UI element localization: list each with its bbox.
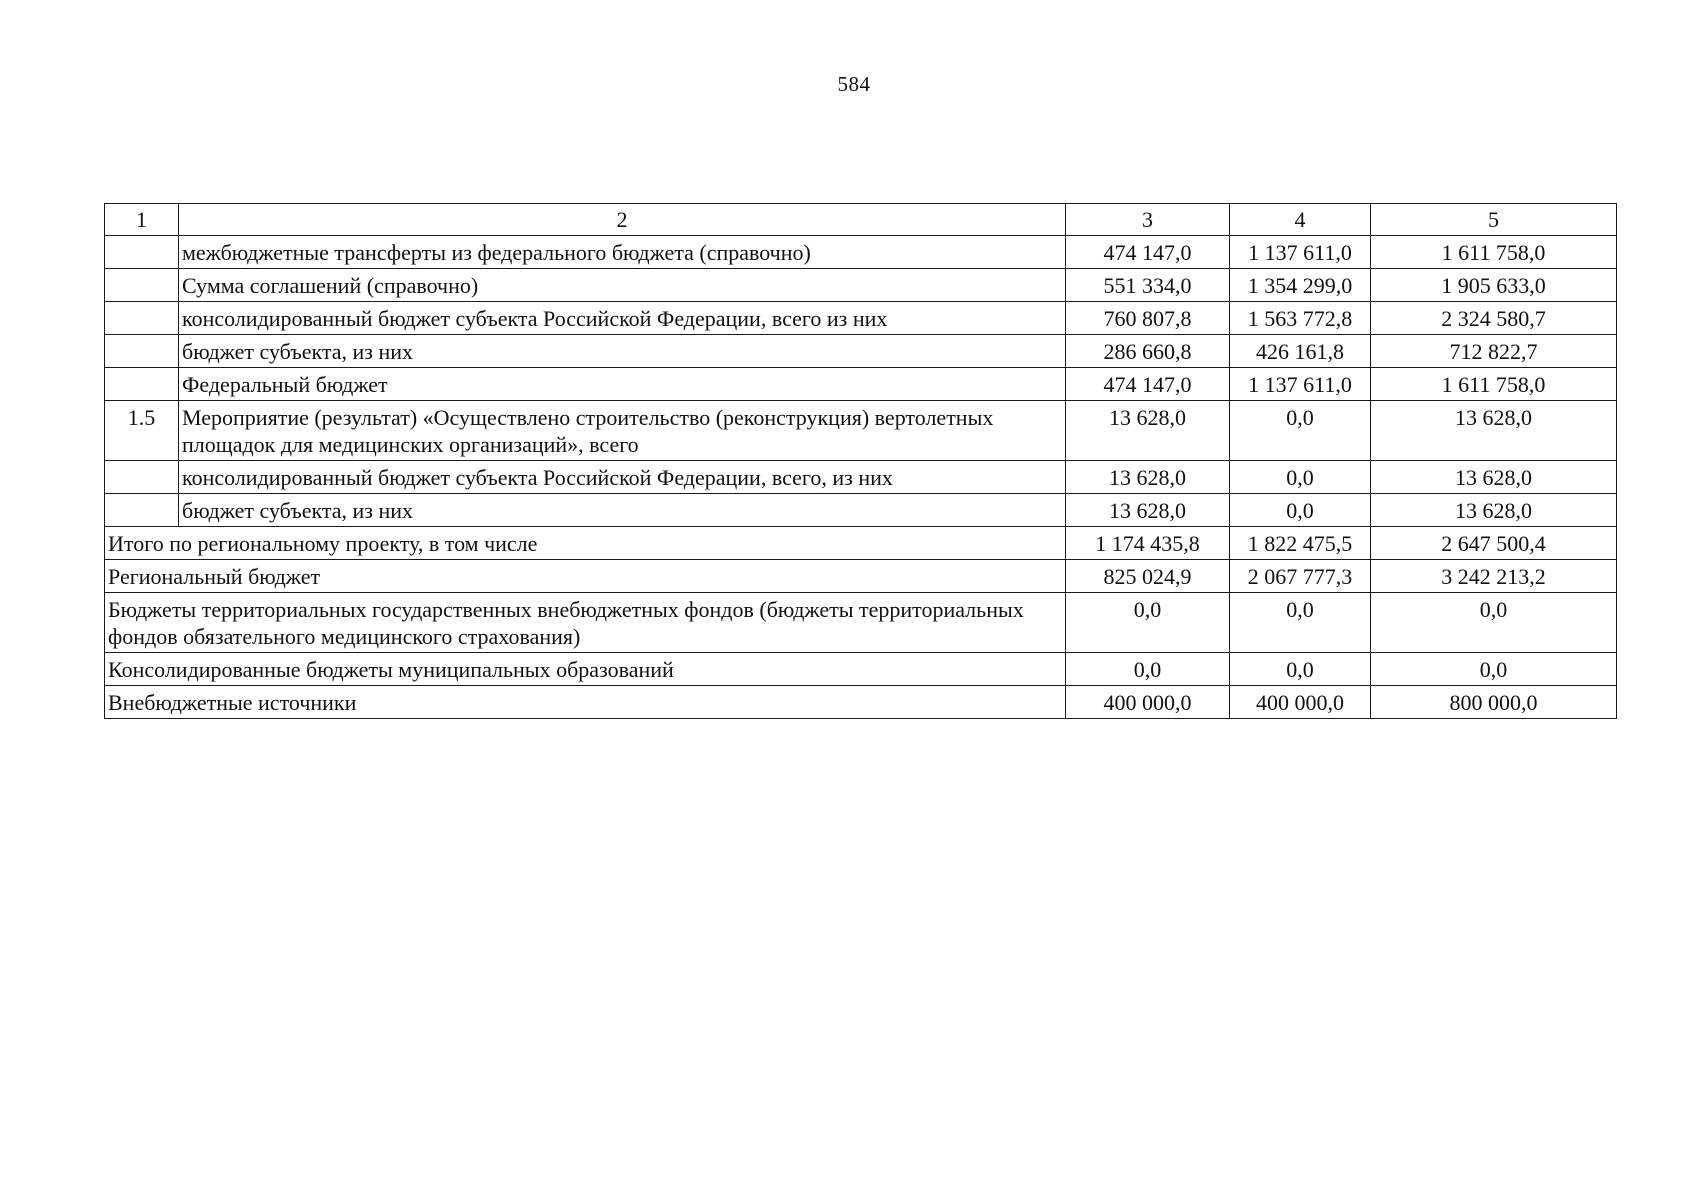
value-col3-cell: 286 660,8 [1066, 335, 1230, 368]
table-row [105, 461, 1617, 494]
row-name-cell: межбюджетные трансферты из федерального бюджета (справочно) [179, 236, 1066, 269]
page-number: 584 [837, 72, 871, 96]
value-col4-cell: 426 161,8 [1230, 335, 1371, 368]
budget-table [104, 203, 1617, 719]
value-col3-cell: 13 628,0 [1066, 461, 1230, 494]
row-code-cell [105, 302, 179, 335]
column-number-4: 4 [1230, 204, 1371, 236]
value-col3-cell: 13 628,0 [1066, 494, 1230, 527]
value-col5-cell: 1 905 633,0 [1371, 269, 1617, 302]
value-col5-cell: 13 628,0 [1371, 461, 1617, 494]
summary-col4-cell: 0,0 [1230, 593, 1371, 653]
value-col4-cell: 1 354 299,0 [1230, 269, 1371, 302]
value-col4-cell: 0,0 [1230, 461, 1371, 494]
value-col3-cell: 474 147,0 [1066, 236, 1230, 269]
table-row [105, 302, 1617, 335]
summary-row [105, 686, 1617, 719]
summary-name-cell: Бюджеты территориальных государственных внебюджетных фондов (бюджеты территориальных фондов обязательного медицинского страхования) [105, 593, 1066, 653]
summary-name-cell: Внебюджетные источники [105, 686, 1066, 719]
value-col5-cell: 1 611 758,0 [1371, 368, 1617, 401]
table-row [105, 335, 1617, 368]
value-col3-cell: 551 334,0 [1066, 269, 1230, 302]
summary-col4-cell: 400 000,0 [1230, 686, 1371, 719]
summary-col3-cell: 0,0 [1066, 653, 1230, 686]
row-code-cell [105, 335, 179, 368]
value-col4-cell: 0,0 [1230, 494, 1371, 527]
table-row [105, 368, 1617, 401]
table-row [105, 401, 1617, 461]
column-number-2: 2 [179, 204, 1066, 236]
row-name-cell: Федеральный бюджет [179, 368, 1066, 401]
row-code-cell [105, 368, 179, 401]
summary-name-cell: Консолидированные бюджеты муниципальных образований [105, 653, 1066, 686]
summary-row [105, 527, 1617, 560]
summary-col4-cell: 2 067 777,3 [1230, 560, 1371, 593]
row-name-cell: бюджет субъекта, из них [179, 494, 1066, 527]
summary-col5-cell: 0,0 [1371, 653, 1617, 686]
table-row [105, 236, 1617, 269]
table-row [105, 494, 1617, 527]
value-col3-cell: 13 628,0 [1066, 401, 1230, 461]
row-name-cell: Сумма соглашений (справочно) [179, 269, 1066, 302]
summary-row [105, 560, 1617, 593]
row-code-cell [105, 269, 179, 302]
row-name-cell: бюджет субъекта, из них [179, 335, 1066, 368]
value-col4-cell: 1 563 772,8 [1230, 302, 1371, 335]
summary-row [105, 593, 1617, 653]
table-row [105, 269, 1617, 302]
column-number-1: 1 [105, 204, 179, 236]
summary-col5-cell: 0,0 [1371, 593, 1617, 653]
summary-row [105, 653, 1617, 686]
summary-name-cell: Региональный бюджет [105, 560, 1066, 593]
row-name-cell: консолидированный бюджет субъекта Российской Федерации, всего из них [179, 302, 1066, 335]
summary-col5-cell: 3 242 213,2 [1371, 560, 1617, 593]
summary-col3-cell: 0,0 [1066, 593, 1230, 653]
value-col5-cell: 13 628,0 [1371, 494, 1617, 527]
column-number-5: 5 [1371, 204, 1617, 236]
summary-name-cell: Итого по региональному проекту, в том числе [105, 527, 1066, 560]
value-col4-cell: 1 137 611,0 [1230, 368, 1371, 401]
summary-col3-cell: 400 000,0 [1066, 686, 1230, 719]
table-header-row [105, 204, 1617, 236]
row-code-cell: 1.5 [105, 401, 179, 461]
row-name-cell: Мероприятие (результат) «Осуществлено строительство (реконструкция) вертолетных площадок для медицинских организаций», всего [179, 401, 1066, 461]
summary-col5-cell: 800 000,0 [1371, 686, 1617, 719]
summary-col5-cell: 2 647 500,4 [1371, 527, 1617, 560]
row-code-cell [105, 494, 179, 527]
column-number-3: 3 [1066, 204, 1230, 236]
summary-col3-cell: 1 174 435,8 [1066, 527, 1230, 560]
summary-col3-cell: 825 024,9 [1066, 560, 1230, 593]
summary-col4-cell: 1 822 475,5 [1230, 527, 1371, 560]
value-col3-cell: 760 807,8 [1066, 302, 1230, 335]
row-code-cell [105, 461, 179, 494]
value-col4-cell: 0,0 [1230, 401, 1371, 461]
value-col4-cell: 1 137 611,0 [1230, 236, 1371, 269]
value-col5-cell: 712 822,7 [1371, 335, 1617, 368]
value-col3-cell: 474 147,0 [1066, 368, 1230, 401]
value-col5-cell: 1 611 758,0 [1371, 236, 1617, 269]
summary-col4-cell: 0,0 [1230, 653, 1371, 686]
value-col5-cell: 2 324 580,7 [1371, 302, 1617, 335]
row-name-cell: консолидированный бюджет субъекта Российской Федерации, всего, из них [179, 461, 1066, 494]
row-code-cell [105, 236, 179, 269]
value-col5-cell: 13 628,0 [1371, 401, 1617, 461]
